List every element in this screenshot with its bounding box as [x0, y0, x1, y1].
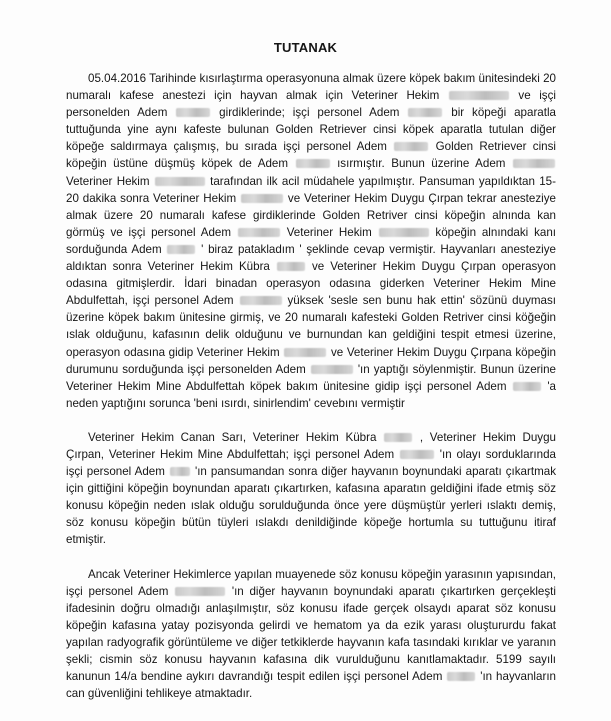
- redacted-name: [384, 433, 412, 442]
- redacted-name: [277, 262, 305, 271]
- text-segment: 'ın olayı sorduklarında işçi personel Adem: [66, 447, 556, 479]
- redacted-name: [449, 91, 509, 100]
- text-segment: 'ın pansumandan sonra diğer hayvanın boynundaki aparatı çıkartmak için gittiğini köpeğin boynundan aparatı çıkartırken, kafasına aparatın geldiğini ifade etmiş söz konusu köpeğin neden ıslak olduğu sorulduğunda önce yere düşmüştür yerleri ıslaktı demiş, söz konusu köpeğin bütün tüyleri ıslakdı denildiğinde köpeğe hortumla su tuttuğunu itiraf etmiştir.: [66, 465, 556, 547]
- redacted-name: [447, 672, 475, 681]
- text-segment: 'ın diğer hayvanın boynundaki aparatı çıkartırken gerçekleşti ifadesinin doğru olmadığı anlaşılmıştır, söz konusu ifade gerçek olsaydı aparat söz konusu köpeğin kafasına yatay pozisyonda gelirdi ve hematom ya da ezik yarası oluştururdu fakat yapılan radyografik görüntüleme ve diğer tetkiklerde hayvanın kafa tasındaki kırıklar ve yaranın şekli; cismin söz konusu hayvanın kafasına dik vurulduğunu kanıtlamaktadır. 5199 sayılı kanunun 14/a bendine aykırı davrandığı tespit edilen işçi personel Adem: [66, 584, 556, 684]
- redacted-name: [379, 228, 429, 237]
- text-segment: ve Veteriner Hekim Duygu Çırpan operasyon odasına gitmişlerdir. İdari binadan operasyon odasına giderken Veteriner Hekim Mine Abdulfettah, işçi personel Adem: [66, 260, 557, 308]
- redacted-name: [311, 365, 353, 374]
- paragraph-3: [66, 566, 556, 703]
- redacted-name: [175, 587, 225, 596]
- text-segment: Ancak Veteriner Hekimlerce yapılan muayenede söz konusu köpeğin yarasının yapısından, işçi personel Adem: [66, 567, 556, 598]
- redacted-name: [176, 108, 210, 117]
- text-segment: Veteriner Hekim: [286, 225, 372, 239]
- text-segment: yüksek 'sesle sen bunu hak ettin' sözünü duyması üzerine köpek bakım ünitesine girmiş, ve 20 numaralı kafesteki Golden Retriver cinsi köğeğin ıslak olduğunu, kafasının delik olduğunu ve burnundan kan geldiğini tespit etmesi üzerine, operasyon odasına gidip Veteriner Hekim: [66, 294, 556, 359]
- text-segment: köpeğin alnındaki kanı sorduğunda Adem: [66, 225, 556, 256]
- text-segment: ve işçi personelden Adem: [66, 89, 556, 120]
- text-segment: Veteriner Hekim Canan Sarı, Veteriner Hekim Kübra: [88, 430, 377, 444]
- text-segment: 'ın yaptığı söylenmiştir. Bunun üzerine Veteriner Hekim Mine Abdulfettah köpek bakım ünitesine gidip işçi personel Adem: [66, 362, 556, 393]
- text-segment: ' biraz patakladım ' şeklinde cevap vermiştir. Hayvanları anesteziye aldıktan sonra Veteriner Hekim Kübra: [66, 242, 557, 274]
- text-segment: girdiklerinde; işçi personel Adem: [219, 106, 400, 120]
- text-segment: tarafından ilk acil müdahele yapılmıştır. Pansuman yapıldıktan 15- 20 dakika sonra Veteriner Hekim: [66, 174, 556, 205]
- text-segment: 05.04.2016 Tarihinde kısırlaştırma operasyonuna almak üzere köpek bakım ünitesindeki 20 numaralı kafese anestezi için hayvan almak için Veteriner Hekim: [66, 72, 556, 103]
- redacted-name: [513, 382, 541, 391]
- redacted-name: [296, 159, 330, 168]
- redacted-name: [513, 159, 555, 168]
- paragraph-1: [66, 70, 556, 412]
- redacted-name: [284, 348, 326, 357]
- redacted-name: [400, 450, 434, 459]
- text-segment: bir köpeği aparatla tuttuğunda yine aynı kafeste bulunan Golden Retriever cinsi köpek aparatla tutulan diğer köpeğe saldırmaya çalışmış, bu sırada işçi personel Adem: [66, 106, 556, 154]
- redacted-name: [167, 245, 195, 254]
- text-segment: 'ın hayvanların can güvenliğini tehlikeye atmaktadır.: [66, 670, 556, 701]
- paragraph-2: [66, 429, 556, 549]
- text-segment: 'a neden yaptığını sorunca 'beni ısırdı, sinirlendim' cevebını vermiştir: [66, 379, 556, 410]
- redacted-name: [155, 177, 205, 186]
- text-segment: ve Veteriner Hekim Duygu Çırpana köpeğin durumunu sorduğunda işçi personelden Adem: [66, 345, 556, 376]
- redacted-name: [241, 194, 283, 203]
- redacted-name: [240, 296, 282, 305]
- document-body: [66, 70, 556, 702]
- redacted-name: [238, 228, 280, 237]
- redacted-name: [170, 467, 190, 476]
- text-segment: , Veteriner Hekim Duygu Çırpan, Veteriner Hekim Mine Abdulfettah; işçi personel Adem: [66, 430, 556, 461]
- text-segment: Veteriner Hekim: [66, 174, 150, 188]
- redacted-name: [394, 142, 428, 151]
- text-segment: ve Veteriner Hekim Duygu Çırpan tekrar anesteziye almak üzere 20 numaralı kafese girdiklerinde Golden Retriver cinsi köpeğin alnında kan görmüş ve işçi personel Adem: [66, 191, 556, 239]
- redacted-name: [408, 108, 442, 117]
- text-segment: Golden Retriever cinsi köpeğin üstüne düşmüş köpek de Adem: [66, 140, 556, 171]
- text-segment: ısırmıştır. Bunun üzerine Adem: [337, 157, 506, 171]
- document-title: TUTANAK: [273, 40, 338, 55]
